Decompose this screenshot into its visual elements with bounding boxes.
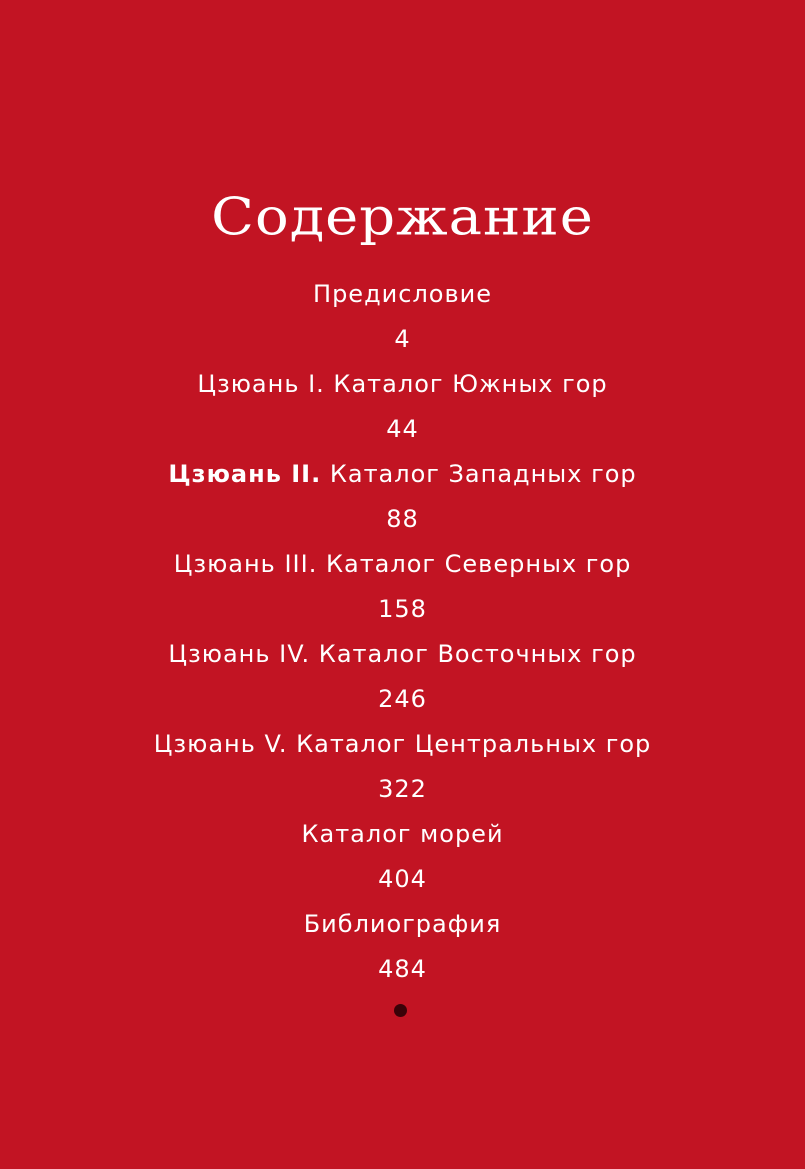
toc-entry-page: [0, 497, 805, 542]
toc-title-preface: Предисловие: [313, 280, 492, 308]
crescent-moon-icon: [392, 239, 410, 261]
toc-entry-page: [0, 317, 805, 362]
toc-title-chapter-4: Цзюань IV. Каталог Восточных гор: [168, 640, 637, 668]
toc-page-chapter-2: 88: [386, 505, 419, 533]
table-of-contents: [0, 272, 805, 992]
toc-entry-page: [0, 857, 805, 902]
toc-title-chapter-2-rest: Каталог Западных гор: [321, 460, 637, 488]
toc-entry-title: [0, 722, 805, 767]
page-title: Содержание: [211, 187, 594, 247]
toc-page-chapter-1: 44: [386, 415, 419, 443]
toc-title-seas: Каталог морей: [301, 820, 504, 848]
toc-title-chapter-5: Цзюань V. Каталог Центральных гор: [153, 730, 652, 758]
toc-page-seas: 404: [378, 865, 427, 893]
toc-title-chapter-2-bold: Цзюань II.: [168, 460, 322, 488]
toc-entry-title: [0, 902, 805, 947]
toc-entry-title: [0, 542, 805, 587]
toc-entry-page: [0, 767, 805, 812]
toc-title-chapter-1: Цзюань I. Каталог Южных гор: [197, 370, 608, 398]
toc-page-chapter-4: 246: [378, 685, 427, 713]
toc-entry-page: [0, 587, 805, 632]
toc-entry-title: [0, 272, 805, 317]
toc-page-preface: 4: [394, 325, 411, 353]
toc-title-bibliography: Библиография: [303, 910, 502, 938]
toc-entry-page: [0, 407, 805, 452]
toc-entry-title: [0, 452, 805, 497]
toc-entry-page: [0, 947, 805, 992]
toc-title-chapter-3: Цзюань III. Каталог Северных гор: [173, 550, 632, 578]
toc-entry-title: [0, 812, 805, 857]
toc-entry-title: [0, 362, 805, 407]
toc-entry-page: [0, 677, 805, 722]
toc-page-bibliography: 484: [378, 955, 427, 983]
toc-page-chapter-5: 322: [378, 775, 427, 803]
dot-icon: [394, 1004, 407, 1017]
toc-page-chapter-3: 158: [378, 595, 427, 623]
toc-entry-title: [0, 632, 805, 677]
